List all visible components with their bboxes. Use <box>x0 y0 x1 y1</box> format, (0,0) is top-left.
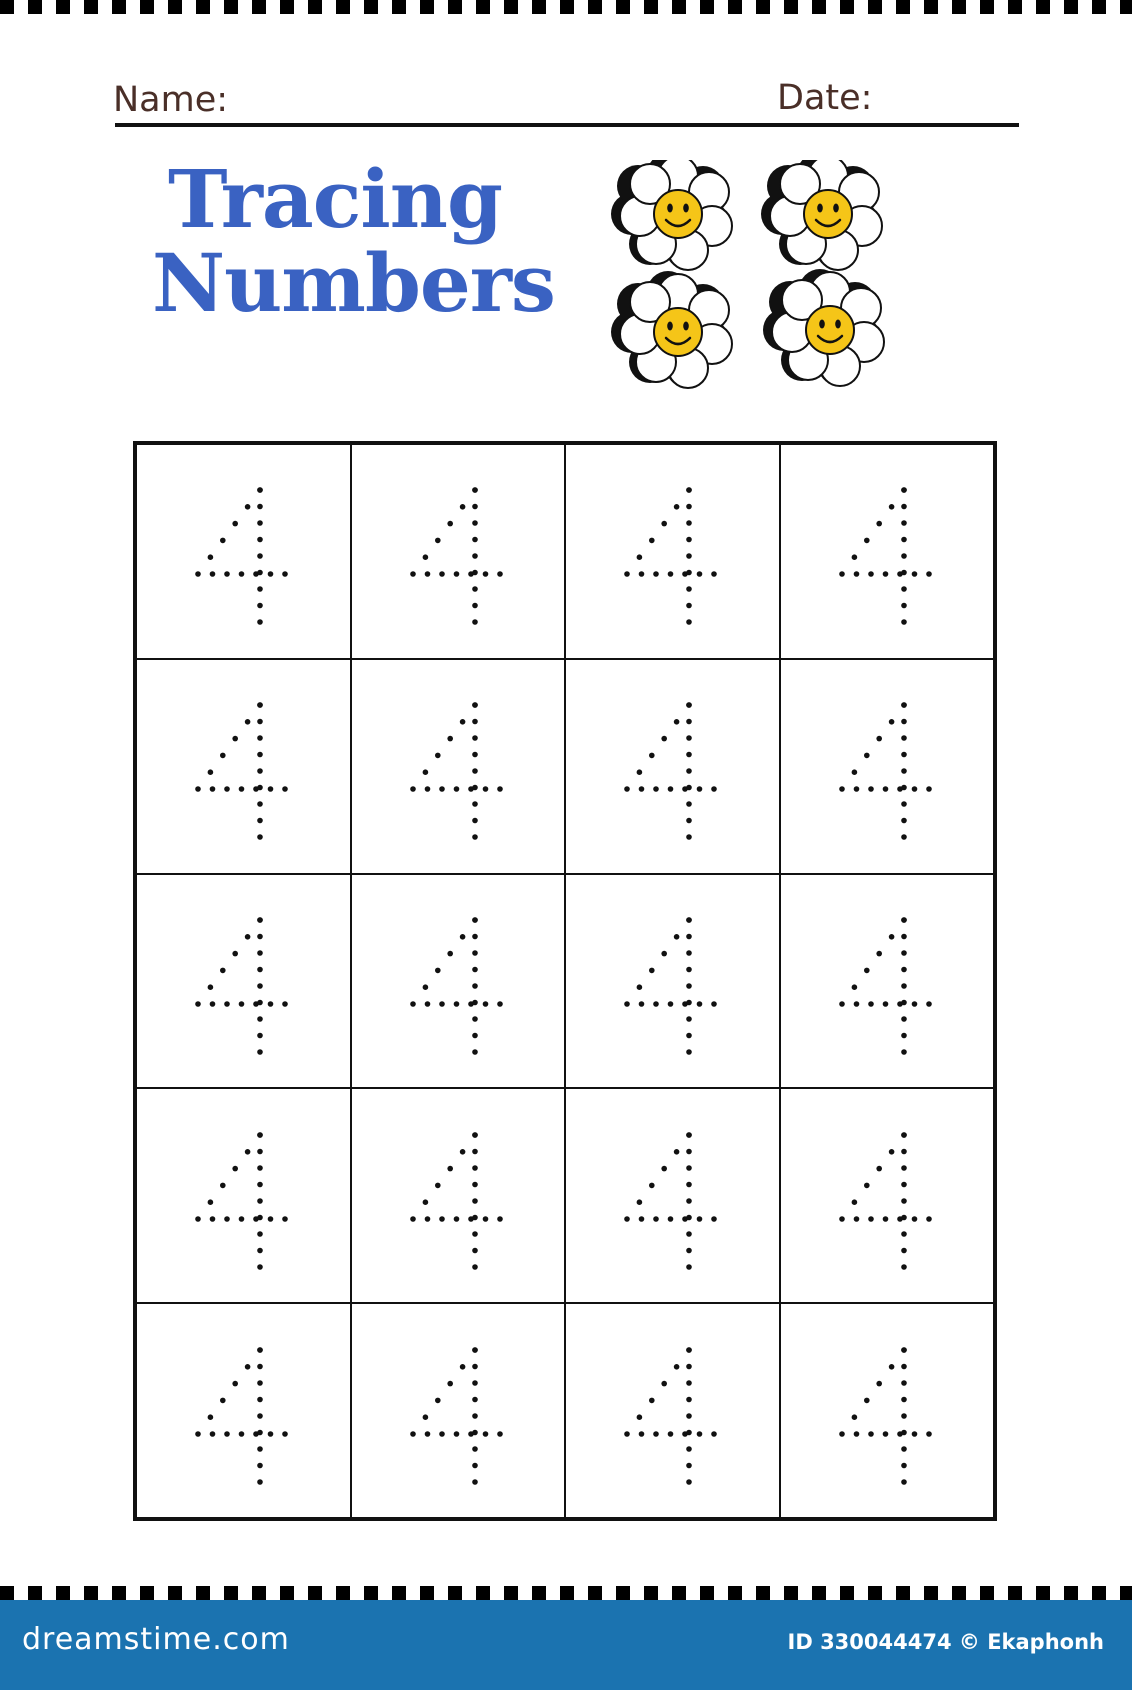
daisy-icon <box>761 160 882 270</box>
checkered-border-top <box>0 0 1132 14</box>
dotted-digit-4 <box>617 691 727 841</box>
tracing-cell <box>780 1088 995 1303</box>
tracing-cell <box>351 874 566 1089</box>
dotted-digit-4 <box>188 906 298 1056</box>
tracing-cell <box>351 444 566 659</box>
title-line-1: Tracing <box>168 152 502 246</box>
checkered-border-bottom <box>0 1586 1132 1600</box>
dotted-digit-4 <box>832 1336 942 1486</box>
dotted-digit-4 <box>403 691 513 841</box>
tracing-cell <box>351 659 566 874</box>
dotted-digit-4 <box>832 1121 942 1271</box>
tracing-grid <box>133 441 997 1521</box>
daisy-icon <box>611 160 732 270</box>
dotted-digit-4 <box>403 1121 513 1271</box>
tracing-cell <box>136 444 351 659</box>
tracing-cell <box>780 874 995 1089</box>
tracing-cell <box>565 1088 780 1303</box>
dotted-digit-4 <box>188 476 298 626</box>
dotted-digit-4 <box>617 476 727 626</box>
dotted-digit-4 <box>188 1121 298 1271</box>
dotted-digit-4 <box>832 476 942 626</box>
footer-brand: dreamstime.com <box>22 1622 290 1657</box>
tracing-cell <box>136 1303 351 1518</box>
name-label: Name: <box>113 80 229 120</box>
dotted-digit-4 <box>403 906 513 1056</box>
dotted-digit-4 <box>188 1336 298 1486</box>
tracing-cell <box>351 1303 566 1518</box>
footer-bar <box>0 1600 1132 1690</box>
dotted-digit-4 <box>617 1336 727 1486</box>
daisy-icon <box>763 269 884 386</box>
tracing-cell <box>565 659 780 874</box>
dotted-digit-4 <box>403 476 513 626</box>
tracing-cell <box>780 444 995 659</box>
tracing-cell <box>351 1088 566 1303</box>
dotted-digit-4 <box>832 691 942 841</box>
dotted-digit-4 <box>832 906 942 1056</box>
tracing-cell <box>136 659 351 874</box>
footer-image-id: ID 330044474 © Ekaphonh <box>787 1630 1104 1654</box>
tracing-cell <box>136 1088 351 1303</box>
tracing-cell <box>565 1303 780 1518</box>
daisy-decoration <box>608 160 898 400</box>
dotted-digit-4 <box>617 1121 727 1271</box>
dotted-digit-4 <box>403 1336 513 1486</box>
tracing-cell <box>136 874 351 1089</box>
dotted-digit-4 <box>617 906 727 1056</box>
tracing-cell <box>565 874 780 1089</box>
tracing-cell <box>565 444 780 659</box>
daisy-icon <box>611 271 732 388</box>
tracing-cell <box>780 659 995 874</box>
title-line-2: Numbers <box>152 236 555 330</box>
tracing-cell <box>780 1303 995 1518</box>
date-label: Date: <box>777 78 873 118</box>
name-date-line <box>115 123 1019 127</box>
dotted-digit-4 <box>188 691 298 841</box>
